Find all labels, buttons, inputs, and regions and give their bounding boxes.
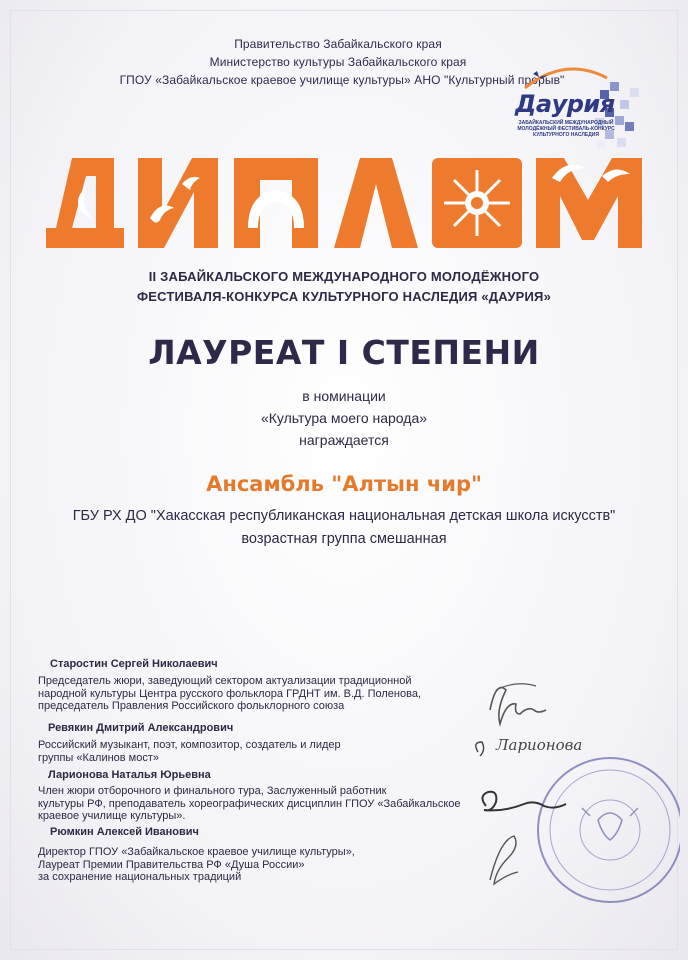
awarded-label: награждается bbox=[299, 432, 389, 448]
age-group: возрастная группа смешанная bbox=[241, 531, 447, 547]
org-government: Правительство Забайкальского края bbox=[234, 37, 442, 51]
official-seal-icon bbox=[538, 758, 680, 902]
jury-desc-line: Лауреат Премии Правительства РФ «Душа России» bbox=[38, 858, 305, 871]
jury-name-4: Рюмкин Алексей Иванович bbox=[50, 826, 199, 838]
logo-word: Даурия bbox=[515, 90, 615, 118]
banner-word bbox=[42, 148, 43, 149]
signatures-icon bbox=[460, 660, 680, 910]
jury-desc-line: народной культуры Центра русского фольклора ГРДНТ им. В.Д. Поленова, bbox=[38, 687, 421, 700]
school-block bbox=[0, 505, 688, 551]
dauria-logo bbox=[505, 60, 645, 160]
jury-desc-line: председатель Правления Российского фольклорного союза bbox=[38, 700, 345, 712]
jury-desc-line: Член жюри отборочного и финального тура, Заслуженный работник bbox=[38, 785, 387, 797]
org-ministry: Министерство культуры Забайкальского края bbox=[209, 55, 467, 69]
jury-desc-3 bbox=[38, 785, 461, 823]
festival-name bbox=[0, 267, 688, 307]
nomination-intro: в номинации bbox=[302, 388, 386, 404]
diploma-lettering-icon bbox=[42, 148, 648, 263]
jury-name-3: Ларионова Наталья Юрьевна bbox=[48, 769, 211, 781]
diploma-banner bbox=[42, 148, 648, 263]
nomination-block bbox=[0, 385, 688, 451]
logo-subtitle: ЗАБАЙКАЛЬСКИЙ МЕЖДУНАРОДНЫЙ МОЛОДЁЖНЫЙ ФЕСТИВАЛЬ-КОНКУРС КУЛЬТУРНОГО НАСЛЕДИЯ bbox=[517, 120, 615, 138]
jury-desc-line: краевое училище культуры». bbox=[38, 810, 186, 822]
jury-desc-1 bbox=[38, 675, 421, 713]
jury-desc-line: Председатель жюри, заведующий сектором актуализации традиционной bbox=[38, 675, 412, 687]
festival-line-1: II ЗАБАЙКАЛЬСКОГО МЕЖДУНАРОДНОГО МОЛОДЁЖНОГО bbox=[148, 269, 540, 284]
jury-desc-2 bbox=[38, 739, 341, 764]
jury-name-2: Ревякин Дмитрий Александрович bbox=[48, 722, 234, 734]
awardee-name: Ансамбль "Алтын чир" bbox=[206, 472, 482, 496]
jury-desc-line: культуры РФ, преподаватель хореографических дисциплин ГПОУ «Забайкальское bbox=[38, 797, 461, 810]
org-college: ГПОУ «Забайкальское краевое училище культуры» АНО "Культурный прорыв" bbox=[119, 73, 565, 87]
jury-name-1: Старостин Сергей Николаевич bbox=[50, 658, 218, 670]
festival-line-2: ФЕСТИВАЛЯ-КОНКУРСА КУЛЬТУРНОГО НАСЛЕДИЯ «ДАУРИЯ» bbox=[136, 289, 552, 304]
nomination-name: «Культура моего народа» bbox=[260, 410, 428, 426]
jury-desc-line: Директор ГПОУ «Забайкальское краевое училище культуры», bbox=[38, 846, 355, 858]
jury-desc-line: группы «Калинов мост» bbox=[38, 751, 160, 764]
signature-2-text: Ларионова bbox=[496, 736, 583, 754]
jury-desc-line: Российский музыкант, поэт, композитор, создатель и лидер bbox=[38, 739, 341, 751]
award-title: ЛАУРЕАТ I СТЕПЕНИ bbox=[148, 333, 540, 372]
jury-desc-line: за сохранение национальных традиций bbox=[38, 871, 242, 883]
school-name: ГБУ РХ ДО "Хакасская республиканская национальная детская школа искусств" bbox=[72, 508, 616, 524]
signatures-area bbox=[460, 660, 680, 910]
jury-desc-4 bbox=[38, 846, 355, 884]
